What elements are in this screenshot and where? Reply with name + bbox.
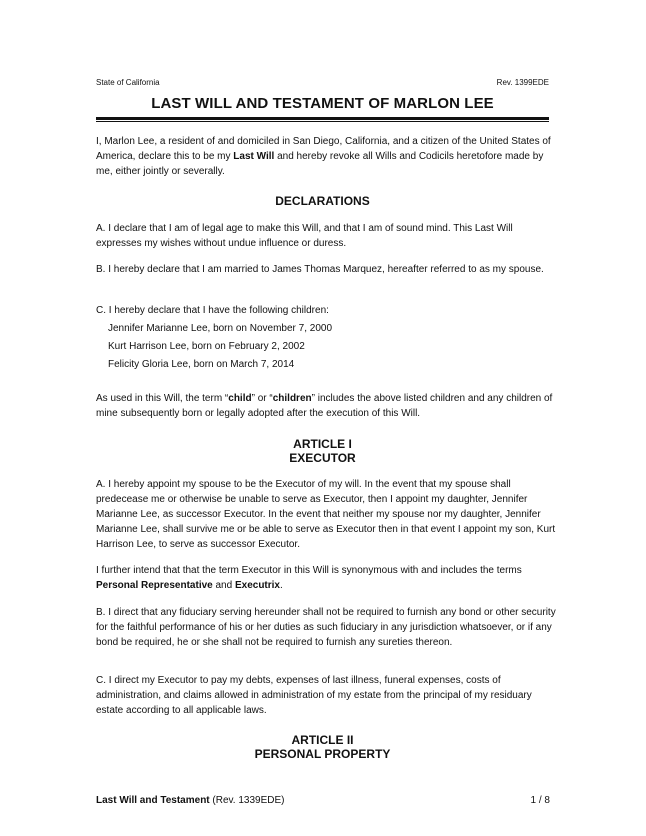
further-text: I further intend that that the term Executor in this Will is synonymous with and includes the terms	[96, 565, 522, 576]
intro-text: I, Marlon Lee, a resident of and domiciled in San Diego, California, and a citizen of the United States of America, declare this to be my	[96, 136, 551, 162]
children-term-paragraph	[96, 391, 556, 421]
term-text: ” includes the above listed children and any children of mine subsequently born or legally adopted after the execution of this Will.	[96, 393, 553, 419]
article-1-heading	[96, 437, 549, 465]
header-revision: Rev. 1399EDE	[496, 78, 549, 87]
article-1-title: EXECUTOR	[289, 451, 356, 465]
title-rule	[96, 117, 549, 120]
term-child-bold: child	[228, 393, 252, 404]
article-1-a: A. I hereby appoint my spouse to be the Executor of my will. In the event that my spouse shall predecease me or otherwise be unable to serve as Executor, then I appoint my daughter, Jennifer Marianne Lee, as successor Executor. In the event that neither my spouse nor my daughter, Jennifer Marianne Lee, shall survive me or be able to serve as Executor then in that event I appoint my son, Kurt Harrison Lee, to serve as successor Executor.	[96, 479, 556, 550]
intro-text-end: and hereby revoke all Wills and Codicils heretofore made by me, either jointly or severally.	[96, 151, 544, 177]
personal-representative-bold: Personal Representative	[96, 580, 213, 591]
footer-page-number: 1 / 8	[530, 795, 550, 806]
child-item: Kurt Harrison Lee, born on February 2, 2002	[108, 341, 305, 352]
further-text: .	[280, 580, 283, 591]
intro-paragraph	[96, 134, 556, 179]
article-2-heading	[96, 733, 549, 761]
declaration-a: A. I declare that I am of legal age to make this Will, and that I am of sound mind. This Last Will expresses my wishes without undue influence or duress.	[96, 223, 513, 249]
article-2-title: PERSONAL PROPERTY	[254, 747, 391, 761]
document-title: LAST WILL AND TESTAMENT OF MARLON LEE	[151, 95, 494, 112]
footer-revision: (Rev. 1339EDE)	[209, 795, 285, 806]
child-item: Felicity Gloria Lee, born on March 7, 2014	[108, 359, 295, 370]
term-text: ” or “	[251, 393, 273, 404]
title-rule-thin	[96, 121, 549, 122]
article-1-further	[96, 563, 556, 593]
child-item: Jennifer Marianne Lee, born on November 7, 2000	[108, 323, 333, 334]
declaration-c: C. I hereby declare that I have the following children:	[96, 305, 329, 316]
article-1-c: C. I direct my Executor to pay my debts, expenses of last illness, funeral expenses, costs of administration, and claims allowed in administration of my estate from the principal of my residuary estate according to all applicable laws.	[96, 675, 532, 716]
declarations-heading: DECLARATIONS	[275, 194, 370, 208]
intro-bold-last-will: Last Will	[233, 151, 275, 162]
term-children-bold: children	[272, 393, 312, 404]
declaration-b: B. I hereby declare that I am married to James Thomas Marquez, hereafter referred to as my spouse.	[96, 264, 544, 275]
header-state: State of California	[96, 78, 160, 87]
term-text: As used in this Will, the term “	[96, 393, 229, 404]
article-1-number: ARTICLE I	[293, 437, 352, 451]
footer-title	[96, 795, 284, 806]
footer-doc-title: Last Will and Testament	[96, 795, 210, 806]
article-2-number: ARTICLE II	[291, 733, 354, 747]
article-1-b: B. I direct that any fiduciary serving hereunder shall not be required to furnish any bond or other security for the faithful performance of his or her duties as such fiduciary in any jurisdiction whatsoever, or if any bond be required, he or she shall not be required to furnish any sureties thereon.	[96, 607, 556, 648]
further-text: and	[212, 580, 235, 591]
executrix-bold: Executrix	[234, 580, 280, 591]
